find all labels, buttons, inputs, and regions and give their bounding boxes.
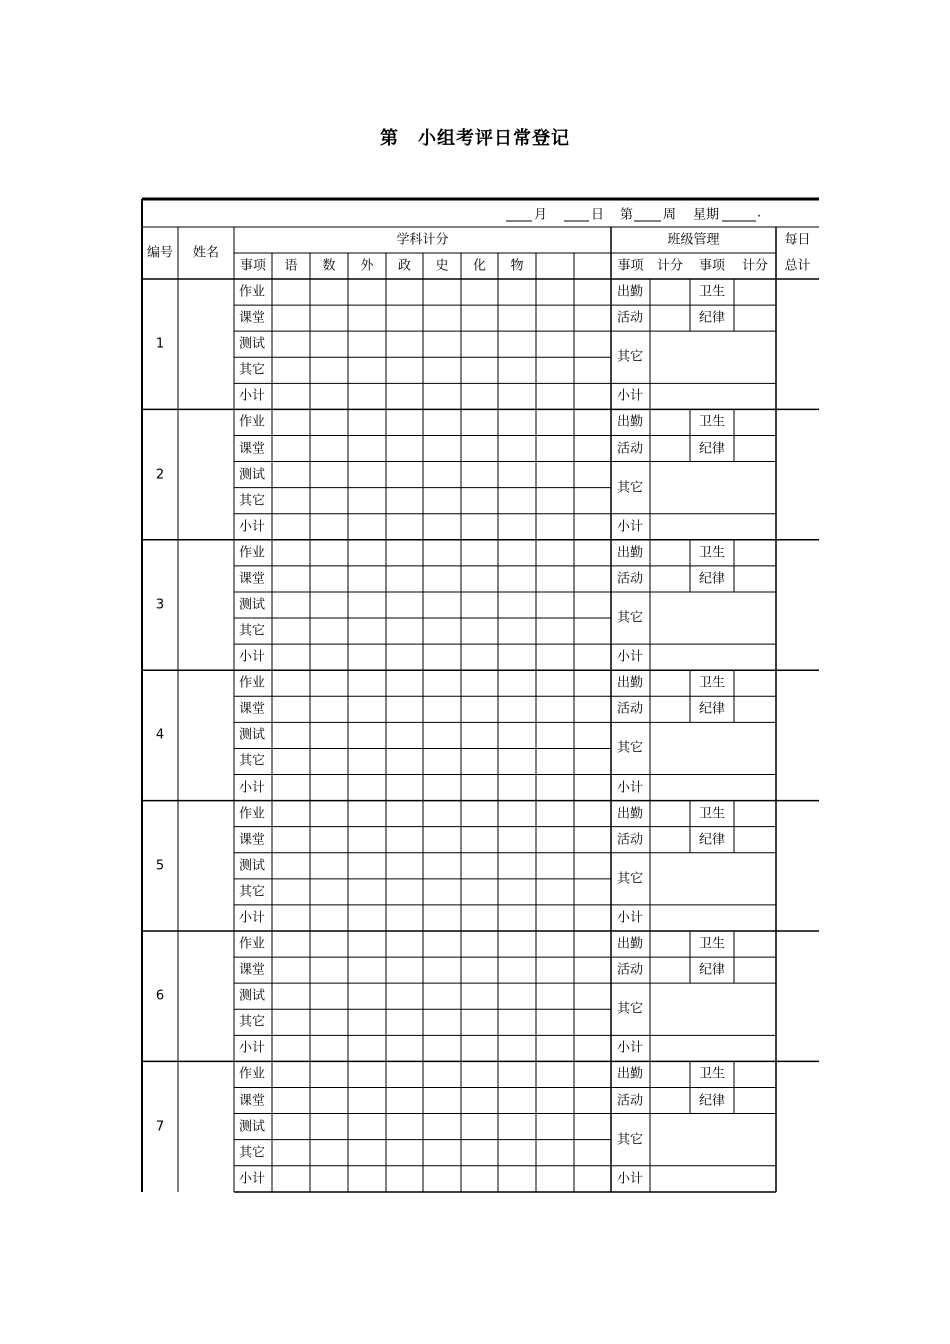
row-item-label: 课堂 xyxy=(239,962,266,978)
group-number: 6 xyxy=(155,988,165,1004)
discipline-label: 纪律 xyxy=(698,310,726,326)
row-item-label: 其它 xyxy=(239,362,266,378)
activity-label: 活动 xyxy=(617,962,644,978)
date-day-label: 日 xyxy=(591,207,605,223)
row-item-label: 课堂 xyxy=(239,832,266,848)
class-subtotal-label: 小计 xyxy=(617,649,644,665)
group-number: 7 xyxy=(155,1119,165,1135)
hygiene-label: 卫生 xyxy=(698,1066,726,1082)
row-item-label: 其它 xyxy=(239,1145,266,1161)
attendance-label: 出勤 xyxy=(617,414,644,430)
row-item-label: 其它 xyxy=(239,1014,266,1030)
daily-total-header: 每日 xyxy=(784,232,811,248)
class-management-header: 班级管理 xyxy=(667,232,720,248)
row-item-label: 其它 xyxy=(239,753,266,769)
subject-header: 外 xyxy=(360,258,374,274)
attendance-label: 出勤 xyxy=(617,1066,644,1082)
activity-label: 活动 xyxy=(617,310,644,326)
hygiene-label: 卫生 xyxy=(698,936,726,952)
subject-header: 政 xyxy=(397,258,412,274)
class-other-label: 其它 xyxy=(617,480,644,496)
class-subtotal-label: 小计 xyxy=(617,1040,644,1056)
discipline-label: 纪律 xyxy=(698,701,726,717)
group-number: 5 xyxy=(155,858,165,874)
row-item-label: 其它 xyxy=(239,623,266,639)
group-number: 4 xyxy=(155,727,165,743)
row-item-label: 作业 xyxy=(239,936,266,952)
attendance-label: 出勤 xyxy=(617,545,644,561)
row-item-label: 课堂 xyxy=(239,441,266,457)
date-week-label: 周 xyxy=(663,207,677,223)
hygiene-label: 卫生 xyxy=(698,806,726,822)
row-item-label: 测试 xyxy=(239,597,266,613)
class-item2-header: 事项 xyxy=(698,258,726,274)
row-item-label: 小计 xyxy=(239,1171,266,1187)
row-item-label: 作业 xyxy=(239,806,266,822)
row-item-label: 小计 xyxy=(239,910,266,926)
class-other-label: 其它 xyxy=(617,871,644,887)
class-other-label: 其它 xyxy=(617,1001,644,1017)
activity-label: 活动 xyxy=(617,832,644,848)
class-other-label: 其它 xyxy=(617,740,644,756)
date-week-prefix: 第 xyxy=(620,207,634,223)
row-item-label: 其它 xyxy=(239,884,266,900)
row-item-label: 小计 xyxy=(239,519,266,535)
activity-label: 活动 xyxy=(617,441,644,457)
subject-header: 史 xyxy=(435,258,449,274)
row-item-label: 测试 xyxy=(239,336,266,352)
row-item-label: 作业 xyxy=(239,1066,266,1082)
discipline-label: 纪律 xyxy=(698,441,726,457)
discipline-label: 纪律 xyxy=(698,1093,726,1109)
row-item-label: 测试 xyxy=(239,1119,266,1135)
row-item-label: 作业 xyxy=(239,284,266,300)
class-score2-header: 计分 xyxy=(741,258,769,274)
class-other-label: 其它 xyxy=(617,1132,644,1148)
group-number: 1 xyxy=(155,336,165,352)
attendance-label: 出勤 xyxy=(617,284,644,300)
class-subtotal-label: 小计 xyxy=(617,910,644,926)
discipline-label: 纪律 xyxy=(698,571,726,587)
hygiene-label: 卫生 xyxy=(698,675,726,691)
row-item-label: 测试 xyxy=(239,988,266,1004)
activity-label: 活动 xyxy=(617,701,644,717)
activity-label: 活动 xyxy=(617,571,644,587)
row-item-label: 作业 xyxy=(239,675,266,691)
class-subtotal-label: 小计 xyxy=(617,388,644,404)
row-item-label: 小计 xyxy=(239,388,266,404)
hygiene-label: 卫生 xyxy=(698,414,726,430)
class-subtotal-label: 小计 xyxy=(617,519,644,535)
date-weekday-label: 星期 xyxy=(693,207,720,223)
class-score-header: 计分 xyxy=(656,258,684,274)
discipline-label: 纪律 xyxy=(698,962,726,978)
row-item-label: 其它 xyxy=(239,493,266,509)
date-month-label: 月 xyxy=(534,207,548,223)
class-subtotal-label: 小计 xyxy=(617,1171,644,1187)
row-item-label: 课堂 xyxy=(239,1093,266,1109)
class-other-label: 其它 xyxy=(617,610,644,626)
row-item-label: 测试 xyxy=(239,727,266,743)
row-item-label: 小计 xyxy=(239,649,266,665)
subject-header: 化 xyxy=(472,258,487,274)
row-item-label: 测试 xyxy=(239,467,266,483)
attendance-label: 出勤 xyxy=(617,806,644,822)
discipline-label: 纪律 xyxy=(698,832,726,848)
attendance-label: 出勤 xyxy=(617,675,644,691)
subject-header: 数 xyxy=(322,258,336,274)
class-item-header: 事项 xyxy=(617,258,644,274)
subject-score-header: 学科计分 xyxy=(396,232,449,248)
row-item-label: 作业 xyxy=(239,414,266,430)
row-item-label: 作业 xyxy=(239,545,266,561)
row-item-label: 课堂 xyxy=(239,571,266,587)
row-item-label: 课堂 xyxy=(239,701,266,717)
row-item-label: 小计 xyxy=(239,780,266,796)
date-end-dot: . xyxy=(757,205,762,221)
row-item-label: 小计 xyxy=(239,1040,266,1056)
attendance-label: 出勤 xyxy=(617,936,644,952)
class-other-label: 其它 xyxy=(617,349,644,365)
item-header: 事项 xyxy=(239,258,267,274)
row-item-label: 课堂 xyxy=(239,310,266,326)
row-item-label: 测试 xyxy=(239,858,266,874)
activity-label: 活动 xyxy=(617,1093,644,1109)
class-subtotal-label: 小计 xyxy=(617,780,644,796)
subject-header: 语 xyxy=(284,258,298,274)
hygiene-label: 卫生 xyxy=(698,284,726,300)
page-title: 第 小组考评日常登记 xyxy=(380,128,570,149)
group-number: 2 xyxy=(155,467,165,483)
subject-header: 物 xyxy=(510,258,524,274)
hygiene-label: 卫生 xyxy=(698,545,726,561)
name-header: 姓名 xyxy=(192,245,220,261)
daily-total-header-2: 总计 xyxy=(784,258,811,274)
number-header: 编号 xyxy=(146,245,174,261)
group-number: 3 xyxy=(155,597,165,613)
